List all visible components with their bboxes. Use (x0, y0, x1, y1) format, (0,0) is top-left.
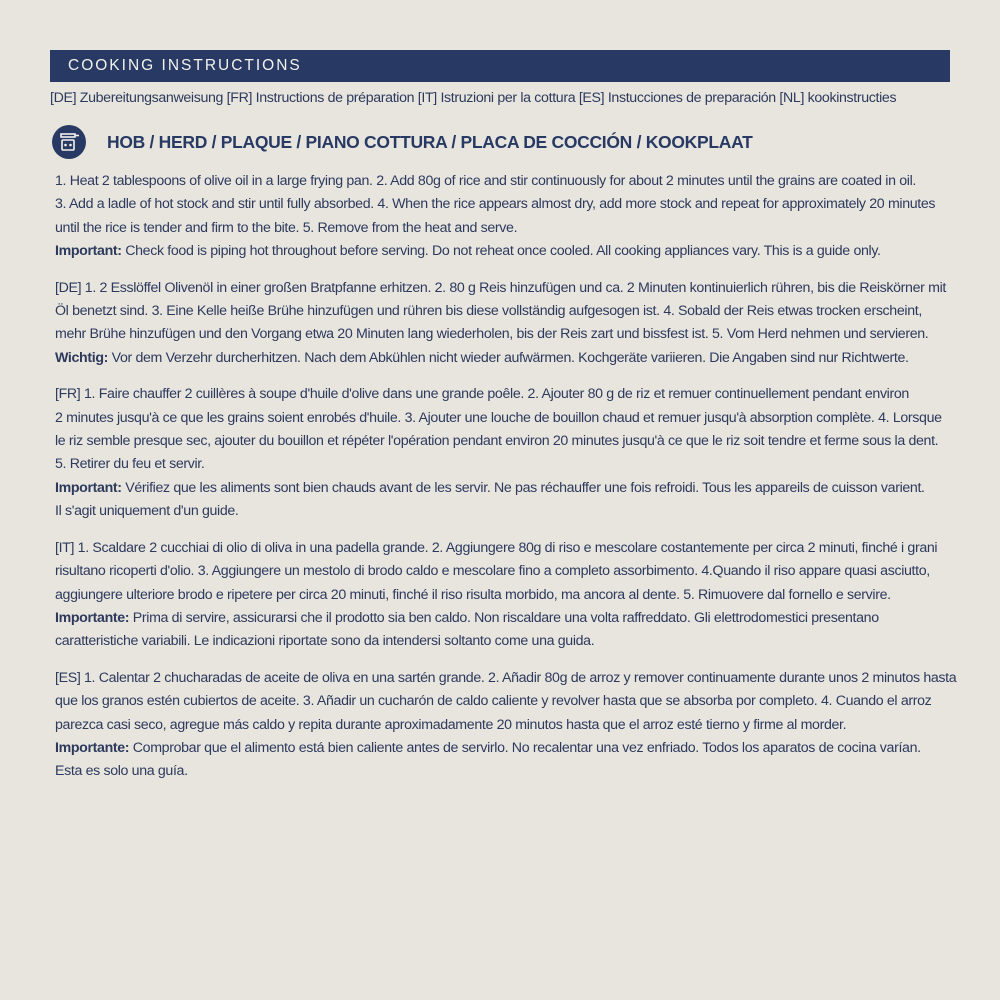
instruction-line: 5. Retirer du feu et servir. (55, 456, 205, 473)
important-text-continued: caratteristiche variabili. Le indicazioni riportate sono da intendersi soltanto come una guida. (55, 633, 595, 650)
important-label: Important: (55, 243, 122, 260)
important-text: Vérifiez que les aliments sont bien chauds avant de les servir. Ne pas réchauffer une fois refroidi. Tous les appareils de cuisson varient. (121, 479, 925, 496)
instruction-line: le riz semble presque sec, ajouter du bouillon et répéter l'opération pendant environ 20 minutes jusqu'à ce que le riz soit tendre et ferme sous la dent. (55, 433, 939, 450)
instruction-line: 3. Add a ladle of hot stock and stir until fully absorbed. 4. When the rice appears almost dry, add more stock and repeat for approximately 20 minutes (55, 196, 936, 213)
instruction-line: 2 minutes jusqu'à ce que les grains soient enrobés d'huile. 3. Ajouter une louche de bouillon chaud et remuer jusqu'à absorption complète. 4. Lorsque (55, 409, 942, 426)
hob-pan-icon (52, 125, 86, 159)
important-text: Check food is piping hot throughout before serving. Do not reheat once cooled. All cooking appliances vary. This is a guide only. (121, 243, 881, 260)
instruction-line: aggiungere ulteriore brodo e ripetere per circa 20 minuti, finché il riso risulta morbido, ma ancora al dente. 5. Rimuovere dal fornello e servire. (55, 586, 891, 603)
instruction-line: Öl benetzt sind. 3. Eine Kelle heiße Brühe hinzufügen und rühren bis diese vollständig aufgesogen ist. 4. Sobald der Reis etwas trocken erscheint, (55, 303, 922, 320)
important-note (55, 607, 960, 630)
hob-heading (52, 125, 753, 159)
instructions-content (55, 170, 960, 797)
important-text: Vor dem Verzehr durcherhitzen. Nach dem Abkühlen nicht wieder aufwärmen. Kochgeräte variieren. Die Angaben sind nur Richtwerte. (108, 349, 909, 366)
important-text-continued: Esta es solo una guía. (55, 763, 188, 780)
instruction-line: parezca casi seco, agregue más caldo y repita durante aproximadamente 20 minutos hasta que el arroz esté tierno y firme al morder. (55, 716, 847, 733)
important-note (55, 737, 960, 760)
instructions-it (55, 537, 960, 654)
important-text-continued: Il s'agit uniquement d'un guide. (55, 503, 239, 520)
important-note (55, 347, 960, 370)
languages-line: [DE] Zubereitungsanweisung [FR] Instructions de préparation [IT] Istruzioni per la cottura [ES] Instucciones de preparación [NL] kookinstructies (50, 90, 897, 106)
important-note (55, 477, 960, 500)
instructions-de (55, 277, 960, 371)
important-label: Importante: (55, 609, 130, 626)
instruction-line: until the rice is tender and firm to the bite. 5. Remove from the heat and serve. (55, 219, 518, 236)
important-text: Prima di servire, assicurarsi che il prodotto sia ben caldo. Non riscaldare una volta raffreddato. Gli elettrodomestici presentano (129, 609, 879, 626)
instruction-line: [ES] 1. Calentar 2 chucharadas de aceite de oliva en una sartén grande. 2. Añadir 80g de arroz y remover continuamente durante unos 2 minutos hasta (55, 669, 957, 686)
header-title: COOKING INSTRUCTIONS (68, 57, 302, 74)
instructions-fr (55, 383, 960, 523)
instruction-line: que los granos estén cubiertos de aceite. 3. Añadir un cucharón de caldo caliente y revolver hasta que se absorba por completo. 4. Cuando el arroz (55, 693, 932, 710)
cooking-instructions-header (50, 50, 950, 82)
important-note (55, 240, 960, 263)
instruction-line: mehr Brühe hinzufügen und den Vorgang etwa 20 Minuten lang wiederholen, bis der Reis zart und bissfest ist. 5. Vom Herd nehmen und servieren. (55, 326, 929, 343)
instruction-line: risultano ricoperti d'olio. 3. Aggiungere un mestolo di brodo caldo e mescolare fino a completo assorbimento. 4.Quando il riso appare quasi asciutto, (55, 563, 930, 580)
important-label: Wichtig: (55, 349, 109, 366)
instruction-line: [FR] 1. Faire chauffer 2 cuillères à soupe d'huile d'olive dans une grande poêle. 2. Ajouter 80 g de riz et remuer continuellement pendant environ (55, 386, 909, 403)
instructions-es (55, 667, 960, 784)
hob-title: HOB / HERD / PLAQUE / PIANO COTTURA / PLACA DE COCCIÓN / KOOKPLAAT (107, 131, 753, 152)
important-text: Comprobar que el alimento está bien caliente antes de servirlo. No recalentar una vez enfriado. Todos los aparatos de cocina varían. (129, 739, 921, 756)
instruction-line: [IT] 1. Scaldare 2 cucchiai di olio di oliva in una padella grande. 2. Aggiungere 80g di riso e mescolare costantemente per circa 2 minuti, finché i grani (55, 539, 938, 556)
instructions-en (55, 170, 960, 264)
instruction-line: [DE] 1. 2 Esslöffel Olivenöl in einer großen Bratpfanne erhitzen. 2. 80 g Reis hinzufügen und ca. 2 Minuten kontinuierlich rühren, bis die Reiskörner mit (55, 279, 946, 296)
instruction-line: 1. Heat 2 tablespoons of olive oil in a large frying pan. 2. Add 80g of rice and stir continuously for about 2 minutes until the grains are coated in oil. (55, 173, 916, 189)
important-label: Important: (55, 479, 122, 496)
important-label: Importante: (55, 739, 130, 756)
